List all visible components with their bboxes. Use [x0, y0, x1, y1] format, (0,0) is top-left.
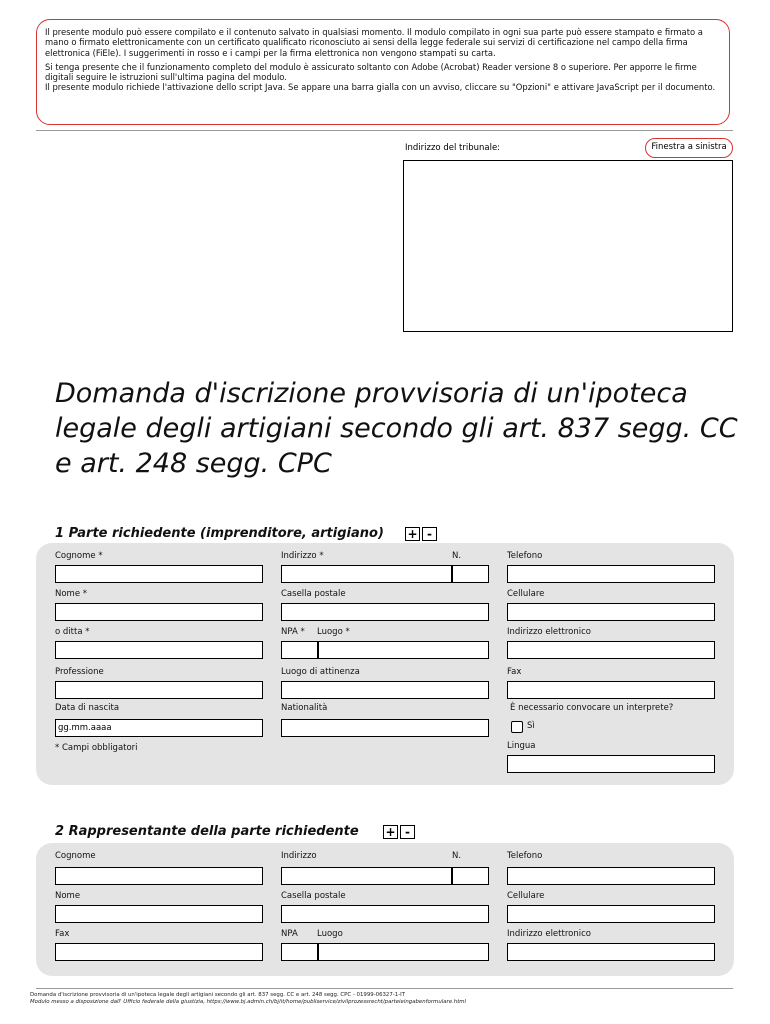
section1-panel	[36, 543, 734, 785]
interpreter-question: È necessario convocare un interprete?	[510, 703, 674, 713]
rep-first-name-label: Nome	[55, 891, 81, 901]
place-of-origin-field[interactable]	[281, 681, 489, 699]
mobile-label: Cellulare	[507, 589, 545, 599]
court-address-label: Indirizzo del tribunale:	[405, 143, 501, 153]
surname-field[interactable]	[55, 565, 263, 583]
po-box-label: Casella postale	[281, 589, 346, 599]
window-left-button[interactable]: Finestra a sinistra	[645, 138, 733, 158]
surname-label: Cognome *	[55, 551, 103, 561]
section2-add-button[interactable]: +	[383, 825, 398, 839]
rep-po-box-label: Casella postale	[281, 891, 346, 901]
section2-controls	[383, 825, 415, 839]
notice-paragraph-1: Il presente modulo può essere compilato e il contenuto salvato in qualsiasi momento. Il modulo compilato in ogni sua parte può essere stampato e firmato a mano o firmato elettronicamente con un certificato qualificato riconosciuto ai sensi della legge federale sui servizi di certificazione nel campo della firma elettronica (FiEle). I suggerimenti in rosso e i campi per la firma elettronica non vengono stampati su carta.	[45, 27, 703, 58]
required-fields-note: * Campi obbligatori	[55, 743, 138, 753]
rep-mobile-label: Cellulare	[507, 891, 545, 901]
language-label: Lingua	[507, 741, 536, 751]
address-label: Indirizzo *	[281, 551, 324, 561]
profession-field[interactable]	[55, 681, 263, 699]
first-name-label: Nome *	[55, 589, 88, 599]
section1-remove-button[interactable]: -	[422, 527, 437, 541]
section2-heading: 2 Rappresentante della parte richiedente	[55, 824, 359, 839]
footer-divider	[36, 988, 733, 989]
rep-email-label: Indirizzo elettronico	[507, 929, 591, 939]
fax-field[interactable]	[507, 681, 715, 699]
rep-first-name-field[interactable]	[55, 905, 263, 923]
email-field[interactable]	[507, 641, 715, 659]
company-label: o ditta *	[55, 627, 90, 637]
birth-date-field[interactable]: gg.mm.aaaa	[55, 719, 263, 737]
rep-house-number-label: N.	[452, 851, 462, 861]
nationality-label: Nationalità	[281, 703, 328, 713]
rep-po-box-field[interactable]	[281, 905, 489, 923]
fax-label: Fax	[507, 667, 522, 677]
rep-fax-field[interactable]	[55, 943, 263, 961]
document-title: Domanda d'iscrizione provvisoria di un'ipoteca legale degli artigiani secondo gli art. 837 segg. CC e art. 248 segg. CPC	[55, 378, 738, 479]
city-label: Luogo *	[317, 627, 350, 637]
rep-surname-field[interactable]	[55, 867, 263, 885]
rep-phone-field[interactable]	[507, 867, 715, 885]
rep-fax-label: Fax	[55, 929, 70, 939]
company-field[interactable]	[55, 641, 263, 659]
nationality-field[interactable]	[281, 719, 489, 737]
footer-form-title: Domanda d'iscrizione provvisoria di un'ipoteca legale degli artigiani secondo gli art. 837 segg. CC e art. 248 segg. CPC - 01999-06327-1-IT	[30, 992, 405, 998]
phone-label: Telefono	[507, 551, 543, 561]
rep-city-label: Luogo	[317, 929, 343, 939]
section1-add-button[interactable]: +	[405, 527, 420, 541]
place-of-origin-label: Luogo di attinenza	[281, 667, 360, 677]
language-field[interactable]	[507, 755, 715, 773]
postcode-field[interactable]	[281, 641, 318, 659]
email-label: Indirizzo elettronico	[507, 627, 591, 637]
po-box-field[interactable]	[281, 603, 489, 621]
mobile-field[interactable]	[507, 603, 715, 621]
section1-controls	[405, 527, 437, 541]
footer-source-note: Modulo messo a disposizione dall' Ufficio federale della giustizia, https://www.bj.admin.ch/bj/it/home/publiservice/zivilprozessrecht/parteieingabenformulare.html	[30, 999, 467, 1005]
rep-surname-label: Cognome	[55, 851, 96, 861]
interpreter-yes-label: Sì	[527, 721, 535, 731]
section2-remove-button[interactable]: -	[400, 825, 415, 839]
address-field[interactable]	[281, 565, 452, 583]
rep-mobile-field[interactable]	[507, 905, 715, 923]
phone-field[interactable]	[507, 565, 715, 583]
rep-house-number-field[interactable]	[452, 867, 489, 885]
city-field[interactable]	[318, 641, 489, 659]
rep-address-field[interactable]	[281, 867, 452, 885]
court-address-field[interactable]	[403, 160, 733, 332]
house-number-label: N.	[452, 551, 462, 561]
first-name-field[interactable]	[55, 603, 263, 621]
rep-city-field[interactable]	[318, 943, 489, 961]
notice-paragraph-3: Il presente modulo richiede l'attivazione dello script Java. Se appare una barra gialla con un avviso, cliccare su "Opzioni" e attivare JavaScript per il documento.	[45, 82, 716, 93]
interpreter-yes-checkbox[interactable]	[511, 721, 523, 733]
section2-panel	[36, 843, 734, 976]
header-divider	[36, 130, 733, 131]
house-number-field[interactable]	[452, 565, 489, 583]
rep-address-label: Indirizzo	[281, 851, 317, 861]
postcode-label: NPA *	[281, 627, 305, 637]
notice-paragraph-2: Si tenga presente che il funzionamento completo del modulo è assicurato soltanto con Adobe (Acrobat) Reader versione 8 o superiore. Per apporre le firme digitali seguire le istruzioni sull'ultima pagina del modulo.	[45, 61, 697, 83]
rep-email-field[interactable]	[507, 943, 715, 961]
rep-phone-label: Telefono	[507, 851, 543, 861]
rep-postcode-label: NPA	[281, 929, 298, 939]
instructions-notice	[36, 19, 730, 125]
page-footer	[30, 992, 466, 1006]
birth-date-label: Data di nascita	[55, 703, 120, 713]
section1-heading: 1 Parte richiedente (imprenditore, artigiano)	[55, 526, 384, 541]
profession-label: Professione	[55, 667, 104, 677]
rep-postcode-field[interactable]	[281, 943, 318, 961]
